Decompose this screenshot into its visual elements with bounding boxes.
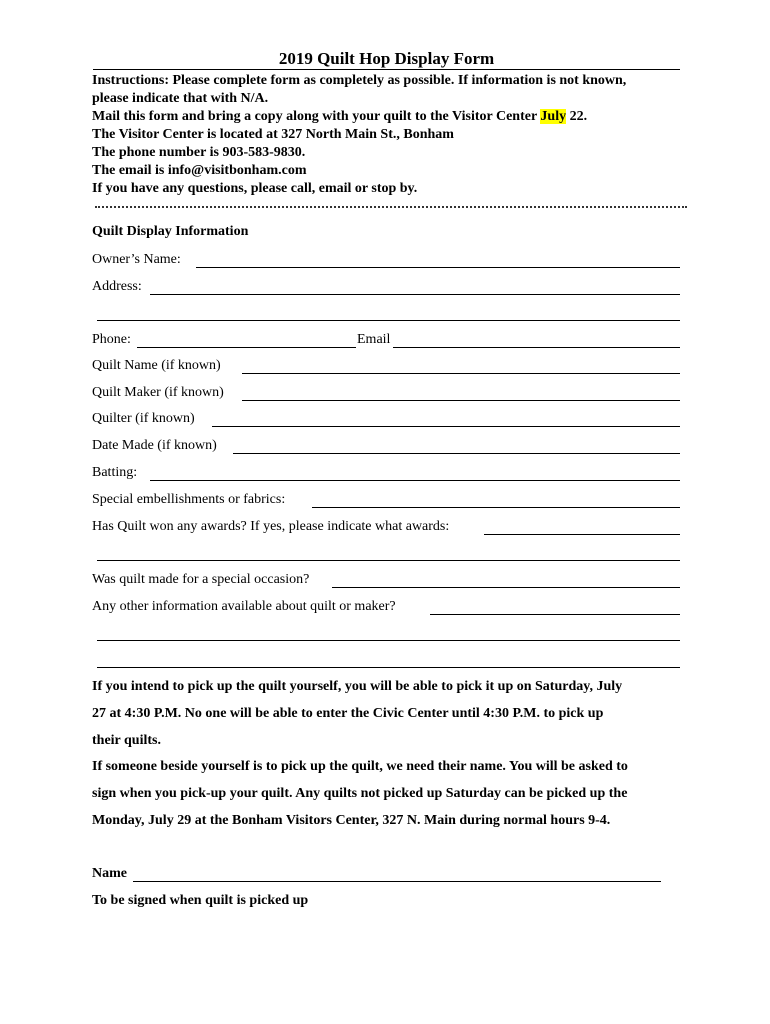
pickup-name-field[interactable] xyxy=(133,881,661,882)
pickup-paragraph-1-line-1: If you intend to pick up the quilt yourself, you will be able to pick it up on Saturday, July xyxy=(92,679,623,694)
instructions-line-5: The phone number is 903-583-9830. xyxy=(92,145,306,160)
pickup-name-label: Name xyxy=(92,866,127,881)
instructions-line-1: Instructions: Please complete form as completely as possible. If information is not known, xyxy=(92,73,627,88)
email-label: Email xyxy=(357,332,391,347)
page-title: 2019 Quilt Hop Display Form xyxy=(93,49,680,70)
pickup-paragraph-2-line-1: If someone beside yourself is to pick up the quilt, we need their name. You will be asked to xyxy=(92,759,628,774)
awards-field[interactable] xyxy=(484,534,680,535)
other-info-label: Any other information available about quilt or maker? xyxy=(92,599,396,614)
instructions-line-6: The email is info@visitbonham.com xyxy=(92,163,307,178)
batting-label: Batting: xyxy=(92,465,138,480)
occasion-field[interactable] xyxy=(332,587,680,588)
signature-note: To be signed when quilt is picked up xyxy=(92,893,309,908)
quilt-maker-field[interactable] xyxy=(242,400,680,401)
phone-field[interactable] xyxy=(137,347,356,348)
section-heading: Quilt Display Information xyxy=(92,224,249,239)
pickup-paragraph-2-line-3: Monday, July 29 at the Bonham Visitors Center, 327 N. Main during normal hours 9-4. xyxy=(92,813,611,828)
instructions-line-3-text: Mail this form and bring a copy along with your quilt to the Visitor Center xyxy=(92,109,541,124)
quilt-name-label: Quilt Name (if known) xyxy=(92,358,221,373)
address-field[interactable] xyxy=(150,294,680,295)
instructions-line-7: If you have any questions, please call, email or stop by. xyxy=(92,181,418,196)
instructions-line-4: The Visitor Center is located at 327 North Main St., Bonham xyxy=(92,127,454,142)
address-label: Address: xyxy=(92,279,142,294)
quilter-label: Quilter (if known) xyxy=(92,411,195,426)
owner-name-label: Owner’s Name: xyxy=(92,252,181,267)
instructions-line-3-date: 22. xyxy=(566,109,588,124)
awards-field-line-2[interactable] xyxy=(97,560,680,561)
owner-name-field[interactable] xyxy=(196,267,680,268)
pickup-paragraph-1-line-3: their quilts. xyxy=(92,733,161,748)
quilt-name-field[interactable] xyxy=(242,373,680,374)
batting-field[interactable] xyxy=(150,480,680,481)
pickup-paragraph-2-line-2: sign when you pick-up your quilt. Any quilts not picked up Saturday can be picked up the xyxy=(92,786,628,801)
pickup-paragraph-1-line-2: 27 at 4:30 P.M. No one will be able to enter the Civic Center until 4:30 P.M. to pick up xyxy=(92,706,604,721)
other-info-field[interactable] xyxy=(430,614,680,615)
date-made-field[interactable] xyxy=(233,453,680,454)
embellishments-field[interactable] xyxy=(312,507,680,508)
quilter-field[interactable] xyxy=(212,426,680,427)
other-info-field-line-2[interactable] xyxy=(97,640,680,641)
occasion-label: Was quilt made for a special occasion? xyxy=(92,572,310,587)
other-info-field-line-3[interactable] xyxy=(97,667,680,668)
instructions-line-2: please indicate that with N/A. xyxy=(92,91,269,106)
date-made-label: Date Made (if known) xyxy=(92,438,217,453)
quilt-maker-label: Quilt Maker (if known) xyxy=(92,385,224,400)
embellishments-label: Special embellishments or fabrics: xyxy=(92,492,286,507)
dotted-divider xyxy=(95,206,687,208)
email-field[interactable] xyxy=(393,347,680,348)
phone-label: Phone: xyxy=(92,332,131,347)
awards-label: Has Quilt won any awards? If yes, please indicate what awards: xyxy=(92,519,450,534)
highlighted-month: July xyxy=(540,109,567,124)
instructions-line-3 xyxy=(92,108,587,125)
address-field-line-2[interactable] xyxy=(97,320,680,321)
